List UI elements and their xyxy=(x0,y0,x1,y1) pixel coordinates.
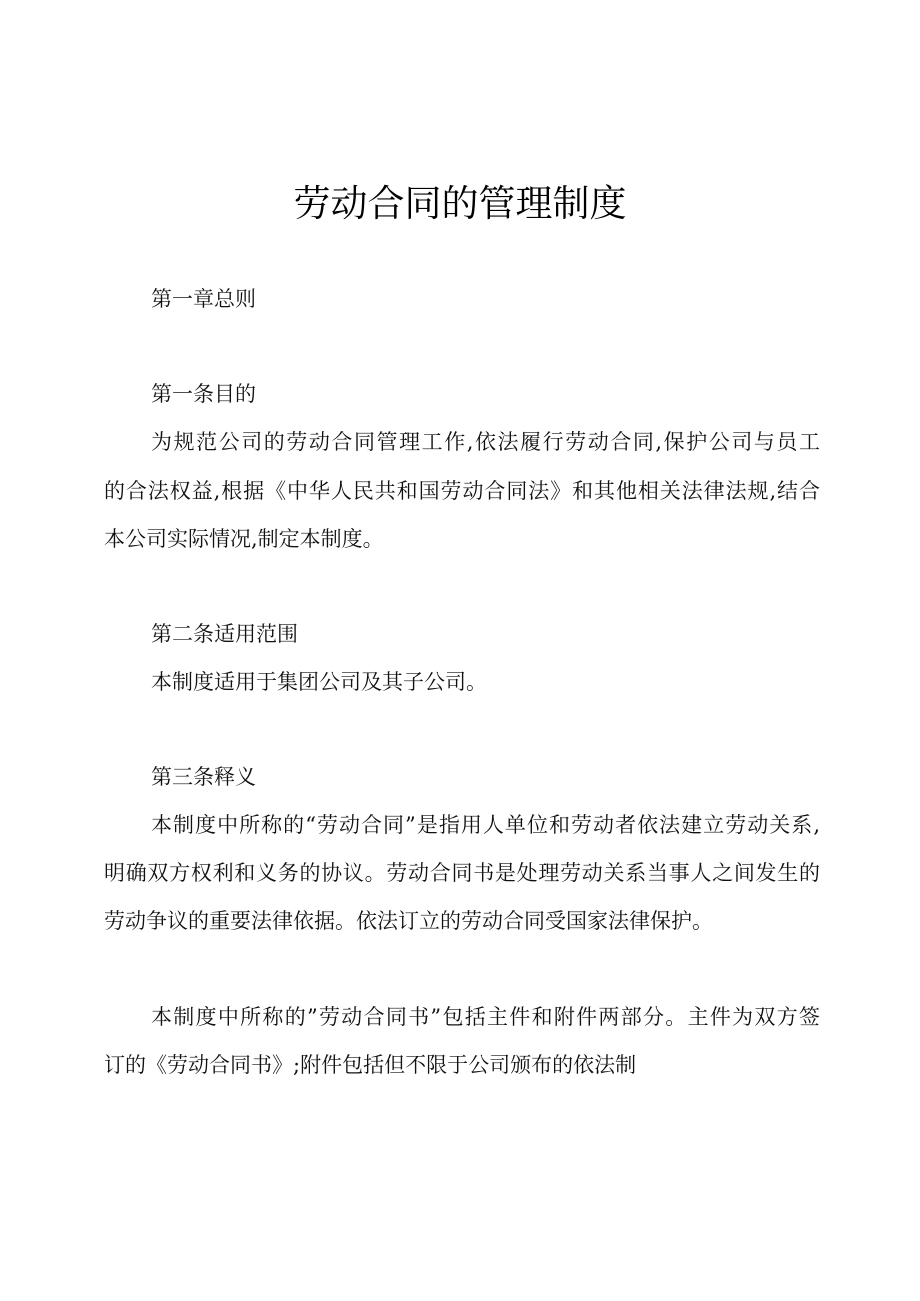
document-title: 劳动合同的管理制度 xyxy=(293,182,627,225)
article3-para2-line-2: 订的《劳动合同书》;附件包括但不限于公司颁布的依法制 xyxy=(104,1053,637,1077)
article2-line-1: 本制度适用于集团公司及其子公司。 xyxy=(151,670,487,694)
article3-para1-line-1: 本制度中所称的“劳动合同”是指用人单位和劳动者依法建立劳动关系, xyxy=(151,813,820,837)
article1-heading: 第一条目的 xyxy=(151,382,256,406)
chapter-heading: 第一章总则 xyxy=(151,287,256,311)
article1-line-3: 本公司实际情况,制定本制度。 xyxy=(104,527,384,551)
article1-line-2: 的合法权益,根据《中华人民共和国劳动合同法》和其他相关法律法规,结合 xyxy=(104,479,820,503)
article3-heading: 第三条释义 xyxy=(151,765,256,789)
article1-line-1: 为规范公司的劳动合同管理工作,依法履行劳动合同,保护公司与员工 xyxy=(151,430,820,454)
article3-para2-line-1: 本制度中所称的”劳动合同书”包括主件和附件两部分。主件为双方签 xyxy=(151,1005,820,1029)
article3-para1-line-2: 明确双方权利和义务的协议。劳动合同书是处理劳动关系当事人之间发生的 xyxy=(104,861,820,885)
article2-heading: 第二条适用范围 xyxy=(151,622,298,646)
article3-para1-line-3: 劳动争议的重要法律依据。依法订立的劳动合同受国家法律保护。 xyxy=(104,909,713,933)
